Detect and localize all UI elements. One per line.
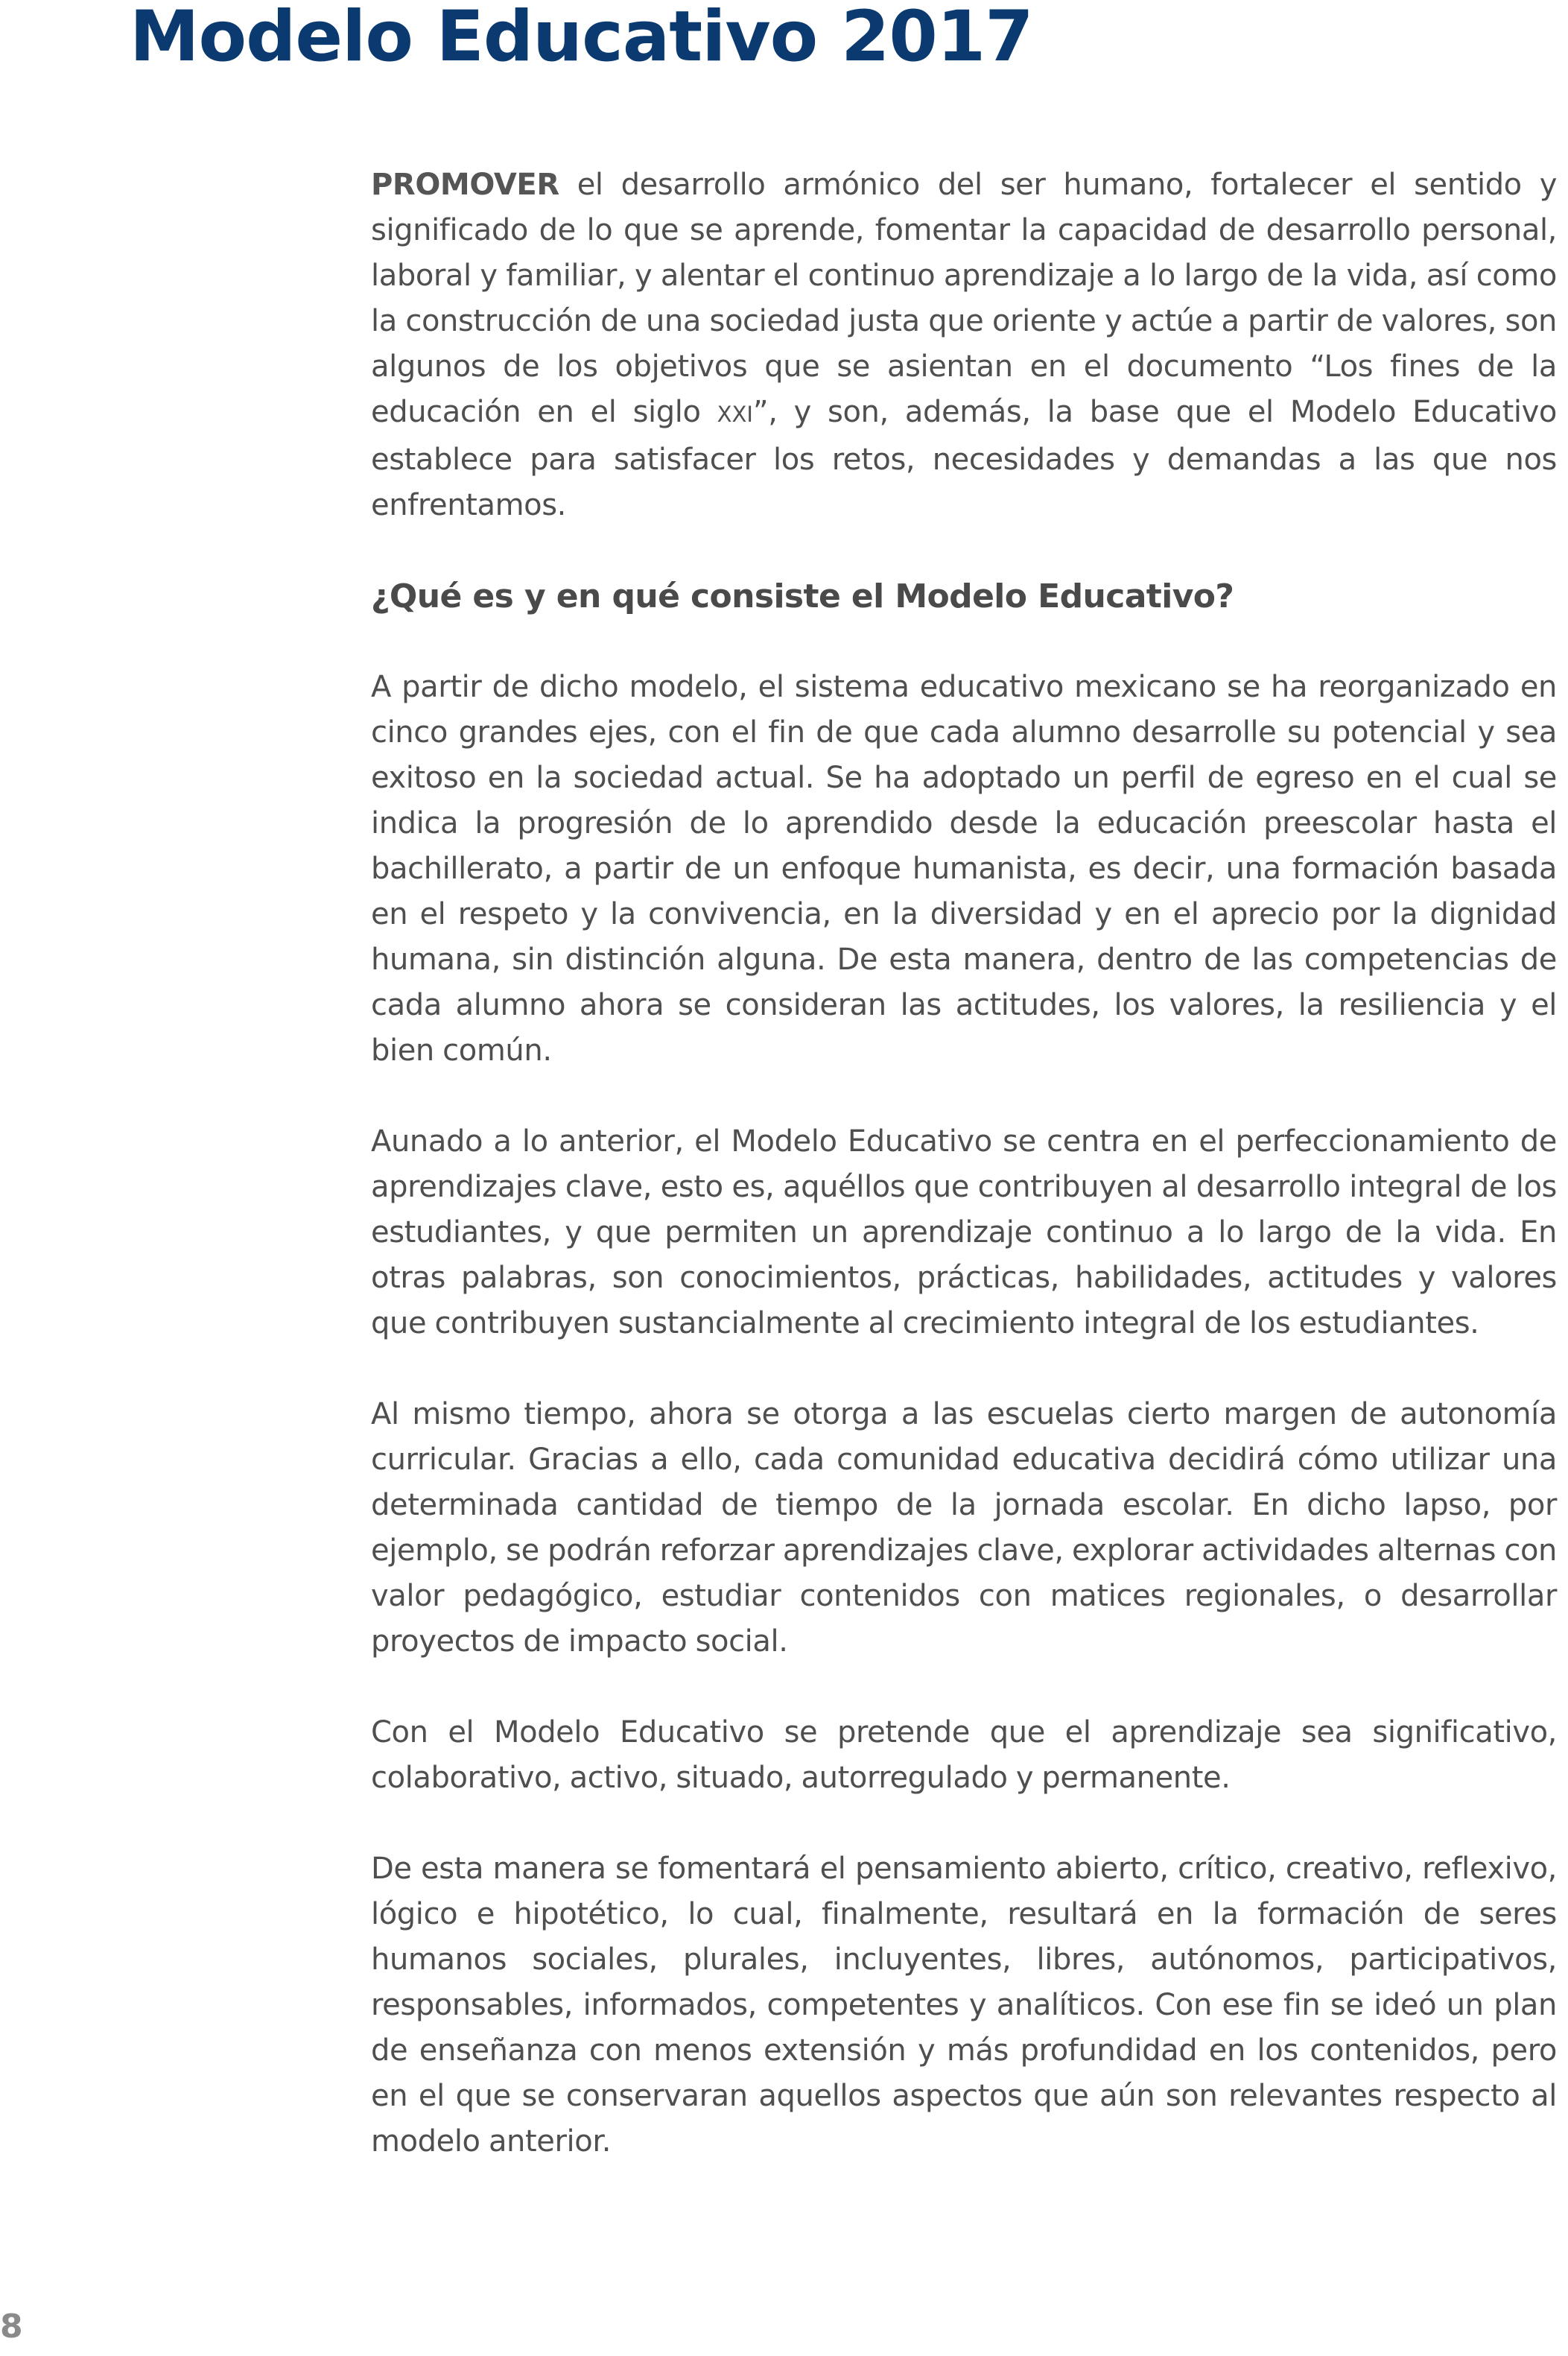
- century-numeral: XXI: [717, 402, 753, 427]
- page-title: Modelo Educativo 2017: [130, 0, 1033, 77]
- page-number: 8: [0, 2308, 23, 2346]
- body-paragraph-1: A partir de dicho modelo, el sistema educativo mexicano se ha reorganizado en cinco grandes ejes, con el fin de que cada alumno desarrolle su potencial y sea exitoso en la sociedad actual. Se ha adoptado un perfil de egreso en el cual se indica la progresión de lo aprendido desde la educación preescolar hasta el bachillerato, a partir de un enfoque humanista, es decir, una formación basada en el respeto y la convivencia, en la diversidad y en el aprecio por la dignidad humana, sin distinción alguna. De esta manera, dentro de las competencias de cada alumno ahora se consideran las actitudes, los valores, la resiliencia y el bien común.: [371, 670, 1557, 1068]
- intro-lead-word: PROMOVER: [371, 168, 559, 202]
- body-paragraph-2: Aunado a lo anterior, el Modelo Educativo se centra en el perfeccionamiento de aprendizajes clave, esto es, aquéllos que contribuyen al desarrollo integral de los estudiantes, y que permiten un aprendizaje continuo a lo largo de la vida. En otras palabras, son conocimientos, prácticas, habilidades, actitudes y valores que contribuyen sustancialmente al crecimiento integral de los estudiantes.: [371, 1124, 1557, 1340]
- body-paragraph-3: Al mismo tiempo, ahora se otorga a las escuelas cierto margen de autonomía curricular. Gracias a ello, cada comunidad educativa decidirá cómo utilizar una determinada cantidad de tiempo de la jornada escolar. En dicho lapso, por ejemplo, se podrán reforzar aprendizajes clave, explorar actividades alternas con valor pedagógico, estudiar contenidos con matices regionales, o desarrollar proyectos de impacto social.: [371, 1397, 1557, 1659]
- body-paragraph-5: De esta manera se fomentará el pensamiento abierto, crítico, creativo, reflexivo, lógico e hipotético, lo cual, finalmente, resultará en la formación de seres humanos sociales, plurales, incluyentes, libres, autónomos, participativos, responsables, informados, competentes y analíticos. Con ese fin se ideó un plan de enseñanza con menos extensión y más profundidad en los contenidos, pero en el que se conservaran aquellos aspectos que aún son relevantes respecto al modelo anterior.: [371, 1852, 1557, 2159]
- body-paragraph-4: Con el Modelo Educativo se pretende que el aprendizaje sea significativo, colaborativo, activo, situado, autorregulado y permanente.: [371, 1715, 1557, 1795]
- article-body: [371, 162, 1557, 2210]
- intro-text-end: ”, y son, además, la base que el Modelo Educativo establece para satisfacer los retos, necesidades y demandas a las que nos enfrentamos.: [371, 395, 1557, 522]
- section-heading: ¿Qué es y en qué consiste el Modelo Educativo?: [371, 577, 1234, 615]
- intro-paragraph: [371, 162, 1557, 528]
- intro-text-start: el desarrollo armónico del ser humano, fortalecer el sentido y significado de lo que se aprende, fomentar la capacidad de desarrollo personal, laboral y familiar, y alentar el continuo aprendizaje a lo largo de la vida, así como la construcción de una sociedad justa que oriente y actúe a partir de valores, son algunos de los objetivos que se asientan en el documento “Los fines de la educación en el siglo: [371, 168, 1557, 429]
